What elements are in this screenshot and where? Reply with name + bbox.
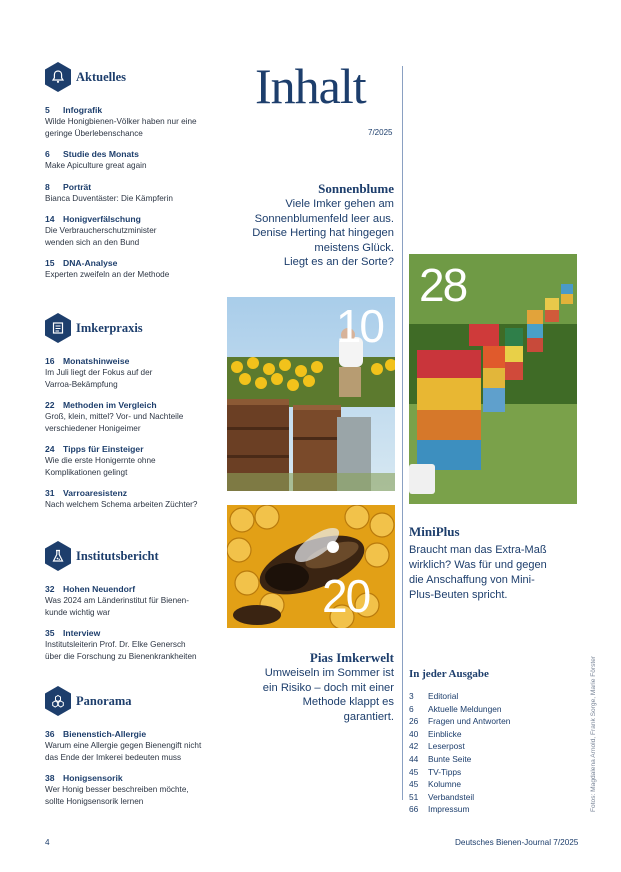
photo-sunflower-beekeeper[interactable]: [227, 297, 395, 491]
entry-desc: Wie die erste Honigernte ohne: [45, 456, 156, 465]
toc-entry[interactable]: [45, 181, 225, 205]
feature-line: Plus-Beuten spricht.: [409, 589, 508, 601]
feature-line: Liegt es an der Sorte?: [283, 256, 394, 268]
feature-line: ein Risiko – doch mit einer: [262, 681, 394, 694]
entry-heading: Bienenstich-Allergie: [63, 729, 147, 739]
list-item-label: TV-Tipps: [428, 766, 462, 777]
entry-desc: Nach welchem Schema arbeiten Züchter?: [45, 500, 198, 509]
page-number-overlay: 20: [322, 570, 370, 622]
list-item[interactable]: [409, 728, 574, 741]
feature-line: Denise Herting hat hingegen: [252, 227, 394, 239]
toc-entry[interactable]: [45, 104, 225, 139]
page-number: 32: [45, 584, 55, 594]
list-item[interactable]: [409, 715, 574, 728]
page-number: 24: [45, 444, 55, 454]
entry-desc: Varroa-Bekämpfung: [45, 379, 118, 389]
toc-entry[interactable]: [45, 213, 225, 248]
feature-pias-imkerwelt[interactable]: [228, 650, 394, 724]
entry-desc: Die Verbraucherschutzminister: [45, 226, 157, 235]
feature-line: Braucht man das Extra-Maß: [409, 544, 547, 556]
feature-line: Viele Imker gehen am: [285, 198, 394, 210]
entry-heading: Methoden im Vergleich: [63, 400, 157, 410]
entry-desc: kunde wichtig war: [45, 607, 111, 617]
list-item[interactable]: [409, 703, 574, 716]
list-item-label: Bunte Seite: [428, 753, 472, 764]
entry-desc: Was 2024 am Länderinstitut für Bienen-: [45, 596, 189, 605]
page-number: 42: [409, 741, 419, 752]
toc-entry[interactable]: [45, 728, 225, 763]
entry-heading: DNA-Analyse: [63, 258, 118, 268]
section-institutsbericht: [45, 541, 225, 662]
section-title: Aktuelles: [76, 69, 126, 84]
page-number: 6: [409, 703, 414, 714]
toc-entry[interactable]: [45, 627, 225, 662]
feature-line: Methode klappt es: [302, 696, 394, 708]
photo-credits: Fotos: Magdalena Arnold, Frank Sorge, Marie Förster: [590, 655, 597, 812]
list-item-label: Kolumne: [428, 779, 462, 790]
entry-heading: Hohen Neuendorf: [63, 584, 136, 594]
entry-desc: das Ende der Imkerei bedeuten muss: [45, 752, 182, 762]
page-number: 38: [45, 773, 55, 783]
toc-entry[interactable]: [45, 399, 225, 434]
page-number: 40: [409, 728, 419, 739]
list-item[interactable]: [409, 690, 574, 703]
feature-title: Pias Imkerwelt: [309, 650, 394, 665]
entry-desc: Im Juli liegt der Fokus auf der: [45, 368, 153, 377]
page-number: 45: [409, 766, 419, 777]
list-item-label: Leserpost: [428, 741, 465, 752]
photo-beehive-row[interactable]: [409, 254, 577, 504]
feature-line: wirklich? Was für und gegen: [409, 559, 547, 571]
page-number: 36: [45, 729, 55, 739]
section-panorama: [45, 686, 225, 807]
entry-desc: Make Apiculture great again: [45, 161, 147, 170]
page-number-overlay: 28: [419, 259, 467, 311]
toc-entry[interactable]: [45, 583, 225, 618]
entry-desc: Warum eine Allergie gegen Bienengift nicht: [45, 741, 202, 750]
list-item[interactable]: [409, 791, 574, 804]
flask-icon: [45, 541, 71, 571]
entry-desc: verschiedener Honigeimer: [45, 423, 141, 433]
entry-desc: sollte Honigsensorik lernen: [45, 796, 144, 806]
entry-desc: Bianca Duventäster: Die Kämpferin: [45, 193, 173, 203]
page-number: 44: [409, 753, 419, 764]
page-number: 51: [409, 791, 419, 802]
page-number: 35: [45, 628, 55, 638]
list-item[interactable]: [409, 778, 574, 791]
page-number: 26: [409, 716, 419, 727]
toc-entry[interactable]: [45, 148, 225, 172]
book-icon: [45, 313, 71, 343]
page-number: 14: [45, 214, 55, 224]
list-item[interactable]: [409, 803, 574, 816]
list-item[interactable]: [409, 740, 574, 753]
page-number: 6: [45, 149, 50, 159]
footer-publication: Deutsches Bienen-Journal 7/2025: [455, 838, 579, 847]
page-number-overlay: 10: [335, 300, 383, 352]
entry-heading: Porträt: [63, 181, 92, 192]
entry-desc: Komplikationen gelingt: [45, 467, 128, 477]
toc-entry[interactable]: [45, 772, 225, 807]
entry-desc: über die Forschung zu Bienenkrankheiten: [45, 651, 197, 661]
list-item-label: Impressum: [428, 804, 470, 815]
feature-miniplus[interactable]: [409, 524, 574, 603]
entry-desc: Institutsleiterin Prof. Dr. Elke Genersch: [45, 640, 186, 649]
list-item[interactable]: [409, 766, 574, 779]
section-imkerpraxis: [45, 313, 225, 511]
entry-heading: Studie des Monats: [63, 149, 139, 159]
page-number: 22: [45, 400, 55, 410]
feature-line: Sonnenblumenfeld leer aus.: [254, 212, 394, 225]
list-item-label: Editorial: [428, 691, 459, 701]
list-item-label: Einblicke: [428, 728, 462, 739]
entry-heading: Monatshinweise: [63, 356, 130, 366]
feature-sonnenblume[interactable]: [228, 181, 394, 270]
feature-line: garantiert.: [343, 710, 394, 723]
page-number: 16: [45, 356, 55, 366]
toc-entry[interactable]: [45, 355, 225, 390]
list-item-label: Aktuelle Meldungen: [428, 703, 502, 714]
page-title: Inhalt: [255, 58, 366, 114]
section-aktuelles: [45, 62, 225, 281]
feature-line: die Anschaffung von Mini-: [409, 574, 535, 586]
entry-desc: Experten zweifeln an der Methode: [45, 270, 170, 279]
entry-desc: Wilde Honigbienen-Völker haben nur eine: [45, 117, 197, 126]
issue-label: 7/2025: [368, 128, 393, 137]
entry-heading: Infografik: [63, 105, 103, 115]
feature-title: Sonnenblume: [318, 181, 394, 196]
list-item-label: Fragen und Antworten: [428, 716, 511, 727]
section-title: Panorama: [76, 693, 132, 708]
list-item-label: Verbandsteil: [428, 791, 475, 802]
page-number: 3: [409, 691, 414, 701]
entry-heading: Varroaresistenz: [63, 488, 128, 498]
feature-line: Umweiseln im Sommer ist: [264, 667, 394, 679]
feature-line: meistens Glück.: [314, 241, 394, 254]
entry-desc: geringe Überlebenschance: [45, 128, 143, 138]
toc-entry[interactable]: [45, 443, 225, 478]
page-number: 8: [45, 181, 50, 192]
column-divider: [402, 66, 403, 800]
bee-photo-illustration: [227, 505, 395, 628]
toc-entry[interactable]: [45, 487, 225, 511]
list-item[interactable]: [409, 753, 574, 766]
page-number: 31: [45, 488, 55, 498]
toc-entry[interactable]: [45, 257, 225, 281]
entry-heading: Honigsensorik: [63, 773, 123, 783]
entry-heading: Interview: [63, 628, 101, 638]
page-number: 15: [45, 258, 55, 268]
entry-heading: Honigverfälschung: [63, 214, 141, 224]
page-number: 45: [409, 779, 419, 790]
list-title: In jeder Ausgabe: [409, 668, 489, 680]
entry-desc: Groß, klein, mittel? Vor- und Nachteile: [45, 412, 184, 421]
feature-title: MiniPlus: [409, 524, 460, 539]
photo-queen-bee[interactable]: [227, 505, 395, 628]
entry-desc: wenden sich an den Bund: [45, 237, 140, 247]
section-title: Imkerpraxis: [76, 320, 143, 335]
entry-heading: Tipps für Einsteiger: [63, 444, 144, 454]
section-title: Institutsbericht: [76, 548, 159, 563]
honeycomb-icon: [45, 686, 71, 716]
entry-desc: Wer Honig besser beschreiben möchte,: [45, 785, 189, 794]
page-number: 66: [409, 804, 419, 815]
regular-sections-list: [409, 668, 574, 816]
footer-page-number: 4: [45, 838, 50, 847]
page-number: 5: [45, 105, 50, 115]
bell-icon: [45, 62, 71, 92]
